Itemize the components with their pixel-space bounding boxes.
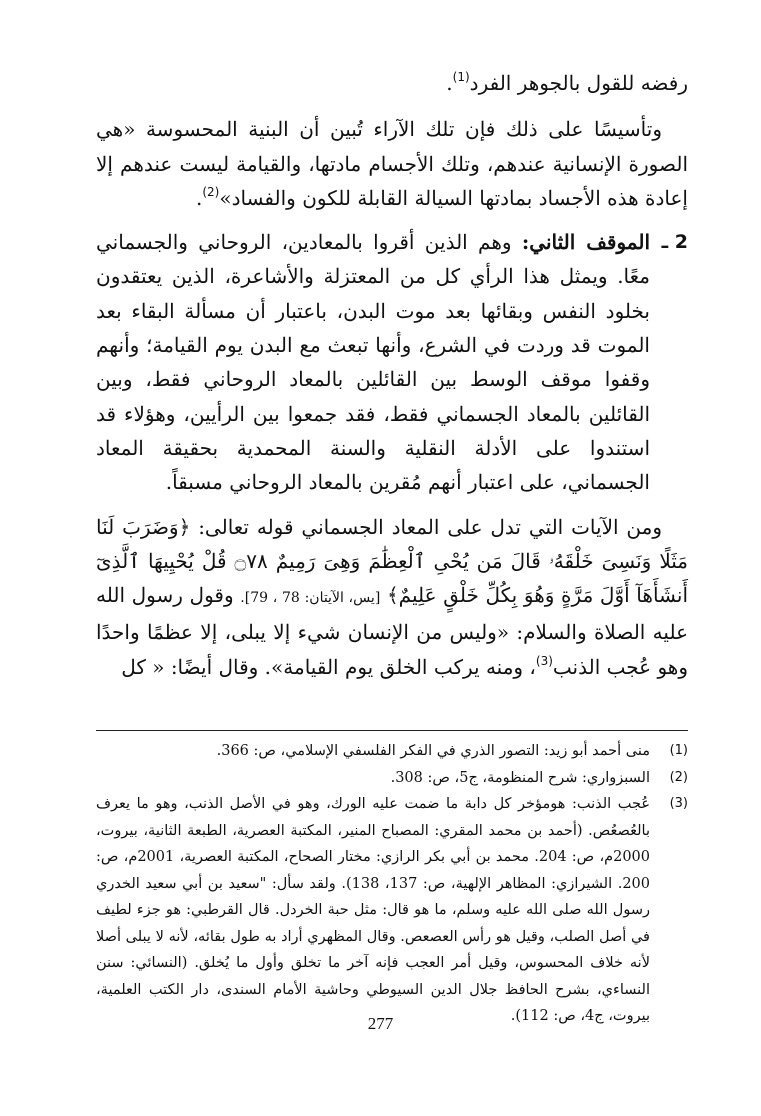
numbered-item-2	[96, 225, 688, 499]
item-number: 2 ـ	[661, 231, 688, 254]
paragraph-3	[96, 510, 688, 684]
footnote-number: (1)	[669, 743, 688, 758]
footnote-1	[96, 738, 688, 765]
paragraph-2	[96, 112, 688, 215]
footnote-text: عُجب الذنب: هومؤخر كل دابة ما ضمت عليه الورك، وهو في الأصل الذنب، وهو ما يعرف بالعُصعُص. (أحمد بن محمد المقري: المصباح المنير، المكتبة العصرية، الطبعة الثانية، بيروت، 2000م، ص: 204. محمد بن أبي بكر الرازي: مختار الصحاح، المكتبة العصرية، 2001م، ص: 200. الشيرازي: المظاهر الإلهية، ص: 137، 138). ولقد سأل: "سعيد بن أبي سعيد الخدري رسول الله صلى الله عليه وسلم، ما هو قال: مثل حبة الخردل. قال القرطبي: هو جزء لطيف في أصل الصلب، وقيل هو رأس العصعص. وقال المظهري أراد به طول بقائه، لأنه لا يبلى أصلا لأنه خلاف المحسوس، وقيل أمر العجب فإنه آخر ما تخلق وأول ما يُخلق. (النسائي: سنن النساءي، بشرح الحافظ جلال الدين السيوطي وحاشية الأمام السندى، دار الكتب العلمية، بيروت، ج4، ص: 112).	[96, 796, 651, 1024]
paragraph-1-end: .	[446, 71, 453, 95]
footnote-text: منى أحمد أبو زيد: التصور الذري في الفكر الفلسفي الإسلامي، ص: 366.	[216, 743, 650, 759]
footnote-divider	[96, 730, 688, 731]
main-text	[96, 66, 688, 684]
footnote-text: السبزواري: شرح المنظومة، ج5، ص: 308.	[390, 769, 650, 786]
paragraph-2-end: .	[195, 185, 203, 210]
quran-reference: [يس، الآيتان: 78 ، 79].	[240, 590, 381, 607]
footnotes	[96, 738, 688, 1030]
footnote-3	[96, 791, 688, 1030]
item-text: وهم الذين أقروا بالمعادين، الروحاني والجسماني معًا. ويمثل هذا الرأي كل من المعتزلة والأشاعرة، الذين يعتقدون بخلود النفس وبقائها بعد موت البدن، باعتبار أن مسألة البقاء بعد الموت قد وردت في الشرع، وأنها تبعث مع البدن يوم القيامة؛ وأنهم وقفوا موقف الوسط بين القائلين بالمعاد الروحاني فقط، وبين القائلين بالمعاد الجسماني فقط، فقد جمعوا بين الرأيين، وهؤلاء قد استندوا على الأدلة النقلية والسنة المحمدية بحقيقة المعاد الجسماني، على اعتبار أنهم مُقرين بالمعاد الروحاني مسبقاً.	[96, 230, 650, 495]
item-lead: الموقف الثاني:	[521, 230, 651, 255]
footnote-2	[96, 765, 688, 792]
footnote-ref-1[interactable]: (1)	[452, 70, 470, 84]
page-number: 277	[367, 1014, 394, 1033]
paragraph-3-end: ، ومنه يركب الخلق يوم القيامة». وقال أيضًا: « كل	[121, 654, 536, 679]
paragraph-3-text: وقول رسول الله عليه الصلاة والسلام: «وليس من الإنسان شيء إلا يبلى، إلا عظمًا واحدًا وهو عُجب الذنب	[96, 583, 688, 679]
footnote-ref-2[interactable]: (2)	[202, 184, 220, 199]
paragraph-1	[96, 66, 688, 100]
paragraph-2-text: وتأسيسًا على ذلك فإن تلك الآراء تُبين أن البنية المحسوسة «هي الصورة الإنسانية عندهم، وتلك الأجسام مادتها، والقيامة ليست عندهم إلا إعادة هذه الأجساد بمادتها السيالة القابلة للكون والفساد»	[96, 117, 688, 210]
footnote-number: (3)	[669, 796, 688, 811]
paragraph-1-text: رفضه للقول بالجوهر الفرد	[469, 71, 688, 95]
footnote-number: (2)	[669, 769, 688, 785]
quran-verse: ﴿وَضَرَبَ لَنَا مَثَلًا وَنَسِىَ خَلْقَهُۥ قَالَ مَن يُحْىِ ٱلْعِظَٰمَ وَهِىَ رَمِيمٌ ۝٧٨ قُلْ يُحْيِيهَا ٱلَّذِىٓ أَنشَأَهَآ أَوَّلَ مَرَّةٍ وَهُوَ بِكُلِّ خَلْقٍ عَلِيمٌ﴾	[96, 514, 689, 608]
footnote-ref-3[interactable]: (3)	[535, 653, 553, 668]
paragraph-3-intro: ومن الآيات التي تدل على المعاد الجسماني قوله تعالى:	[198, 514, 662, 539]
